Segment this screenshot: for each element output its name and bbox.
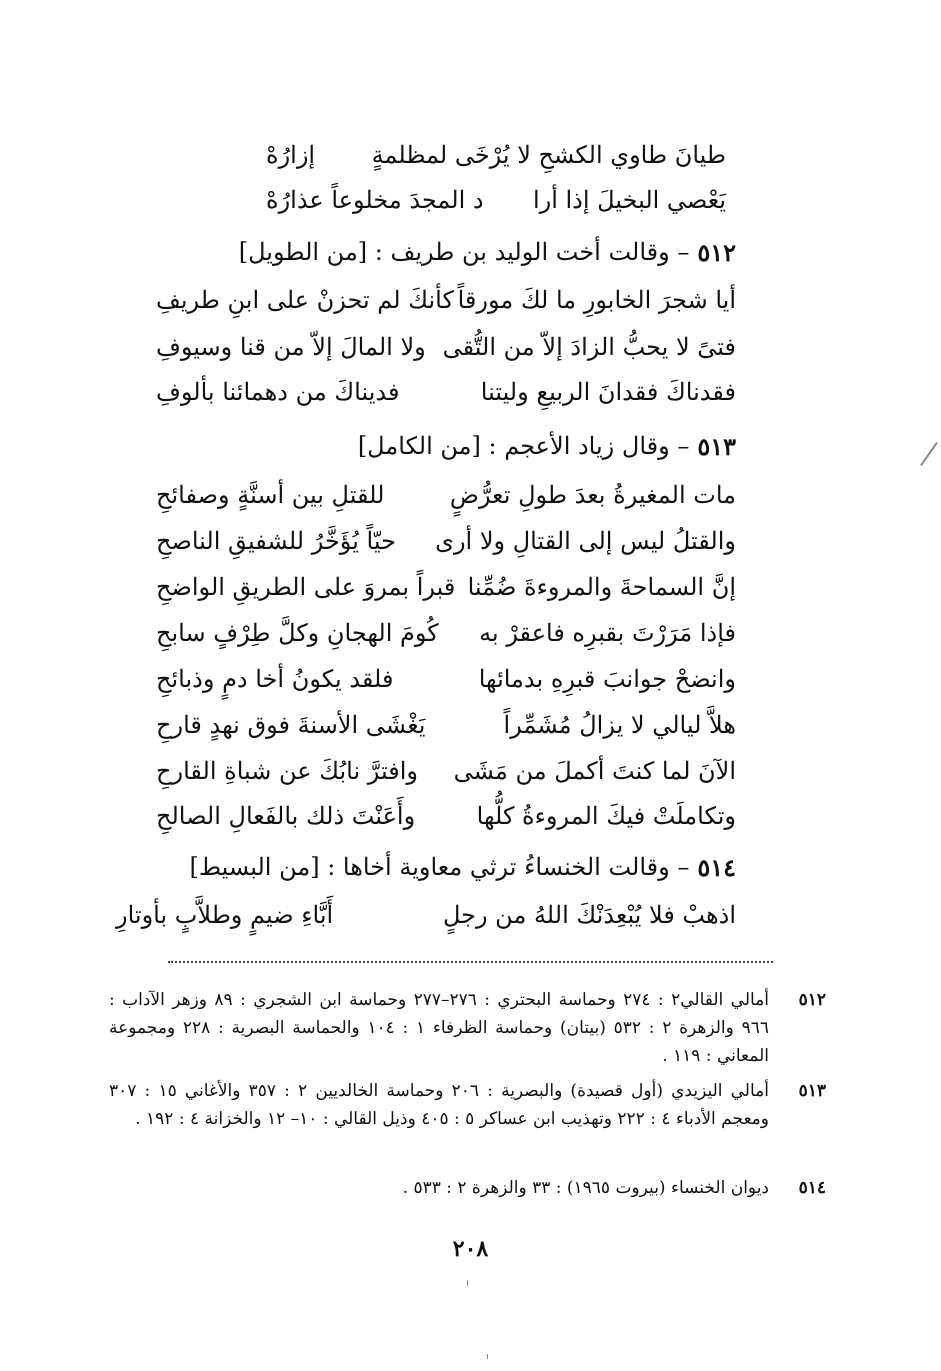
verse-second-hemistich: فلقد يكونُ أخا دمٍ وذبائحِ	[156, 665, 394, 693]
section-title: – وقالت أخت الوليد بن طريف : [من الطويل]	[238, 238, 690, 266]
section-number: ٥١٤	[697, 852, 736, 882]
verse-line	[156, 797, 736, 835]
verse-first-hemistich: الآنَ لما كنتَ أكملَ من مَشَى	[453, 757, 736, 785]
verse-second-hemistich: قبراً بمروَ على الطريقِ الواضحِ	[156, 573, 456, 601]
verse-line	[156, 568, 736, 606]
verse-line	[156, 752, 736, 790]
verse-second-hemistich: وأَعَنْتَ ذلك بالفَعالِ الصالحِ	[156, 802, 416, 830]
scan-mark	[467, 1280, 468, 1286]
verse-line	[156, 476, 736, 514]
verse-line	[156, 706, 736, 744]
section-number: ٥١٣	[697, 431, 736, 461]
footnote-number: ٥١٢	[798, 990, 826, 1010]
verse-line	[156, 522, 736, 560]
section-heading	[239, 233, 736, 271]
footnote-text: أمالي اليزيدي (أول قصيدة) والبصرية : ٢٠٦ وحماسة الخالديين ٢ : ٣٥٧ والأغاني ١٥ : ٣٠٧ ومعجم الأدباء ٤ : ٢٢٢ وتهذيب ابن عساكر ٥ : ٤٠٥ وذيل القالي : ١٠– ١٢ والخزانة ٤ : ١٩٢ .	[109, 1081, 769, 1129]
verse-line	[156, 660, 736, 698]
section-heading	[189, 848, 736, 886]
verse-first-hemistich: فإذا مَرَرْتَ بقبرِه فاعقرْ به	[479, 619, 736, 647]
verse-first-hemistich: مات المغيرةُ بعدَ طولِ تعرُّضٍ	[449, 481, 736, 509]
scan-mark	[920, 442, 938, 466]
verse-second-hemistich: للقتلِ بين أسنَّةٍ وصفائحِ	[156, 481, 385, 509]
verse-second-hemistich: د المجدَ مخلوعاً عذارُهْ	[266, 186, 484, 214]
section-title: – وقال زياد الأعجم : [من الكامل]	[357, 432, 690, 460]
scan-mark	[487, 1354, 488, 1359]
footnote-text: ديوان الخنساء (بيروت ١٩٦٥) : ٣٣ والزهرة ٢ : ٥٣٣ .	[402, 1178, 769, 1198]
verse-line	[266, 136, 726, 174]
verse-second-hemistich: كأنكَ لم تحزنْ على ابنِ طريفِ	[156, 286, 454, 314]
verse-line	[156, 328, 736, 366]
verse-second-hemistich: فديناكَ من دهمائنا بألوفِ	[156, 378, 400, 406]
verse-first-hemistich: طيانَ طاوي الكشحِ لا يُرْخَى لمظلمةٍ	[371, 141, 726, 169]
verse-first-hemistich: أيا شجرَ الخابورِ ما لكَ مورقاً	[457, 286, 736, 314]
verse-second-hemistich: كُومَ الهجانِ وكلَّ طِرْفٍ سابحِ	[156, 619, 439, 647]
section-number: ٥١٢	[697, 237, 736, 267]
section-title: – وقالت الخنساءُ ترثي معاوية أخاها : [من البسيط]	[189, 853, 690, 881]
verse-second-hemistich: أَبَّاءِ ضيمٍ وطلاَّبٍ بأوتارِ	[116, 901, 334, 929]
footnote-number: ٥١٣	[798, 1081, 826, 1101]
verse-first-hemistich: وانضحْ جوانبَ قبرِهِ بدمائها	[478, 665, 736, 693]
verse-second-hemistich: حيّاً يُؤَخَّرُ للشفيقِ الناصحِ	[156, 527, 396, 555]
verse-second-hemistich: إزارُهْ	[266, 141, 316, 169]
verse-first-hemistich: فتىً لا يحبُّ الزادَ إلاّ من التُّقى	[442, 333, 736, 361]
verse-line	[116, 896, 736, 934]
verse-first-hemistich: يَعْصي البخيلَ إذا أرا	[532, 186, 726, 214]
verse-first-hemistich: هلاَّ ليالي لا يزالُ مُشَمِّراً	[503, 711, 736, 739]
verse-first-hemistich: والقتلُ ليس إلى القتالِ ولا أرى	[435, 527, 736, 555]
page-number: ٢٠٨	[452, 1236, 489, 1262]
footnote-text: أمالي القالي٢ : ٢٧٤ وحماسة البحتري : ٢٧٦–٢٧٧ وحماسة ابن الشجري : ٨٩ وزهر الآداب : ٩٦٦ والزهرة ٢ : ٥٣٢ (بيتان) وحماسة الظرفاء ١ : ١٠٤ والحماسة البصرية : ٢٢٨ ومجموعة المعاني : ١١٩ .	[109, 990, 770, 1066]
verse-line	[156, 281, 736, 319]
verse-line	[156, 373, 736, 411]
verse-second-hemistich: وافترَّ نابُكَ عن شباةِ القارحِ	[156, 757, 418, 785]
verse-first-hemistich: اذهبْ فلا يُبْعِدَنْكَ اللهُ من رجلٍ	[442, 901, 736, 929]
section-heading	[358, 427, 736, 465]
verse-line	[156, 614, 736, 652]
verse-line	[266, 181, 726, 219]
verse-second-hemistich: ولا المالَ إلاّ من قنا وسيوفِ	[156, 333, 426, 361]
verse-second-hemistich: يَغْشَى الأسنةَ فوق نهدٍ قارحِ	[156, 711, 426, 739]
footnote-separator	[168, 961, 773, 963]
verse-first-hemistich: فقدناكَ فقدانَ الربيعِ وليتنا	[480, 378, 736, 406]
footnote-number: ٥١٤	[798, 1178, 826, 1198]
verse-first-hemistich: إنَّ السماحةَ والمروءةَ ضُمِّنا	[467, 573, 736, 601]
verse-first-hemistich: وتكاملَتْ فيكَ المروءةُ كلُّها	[476, 802, 736, 830]
